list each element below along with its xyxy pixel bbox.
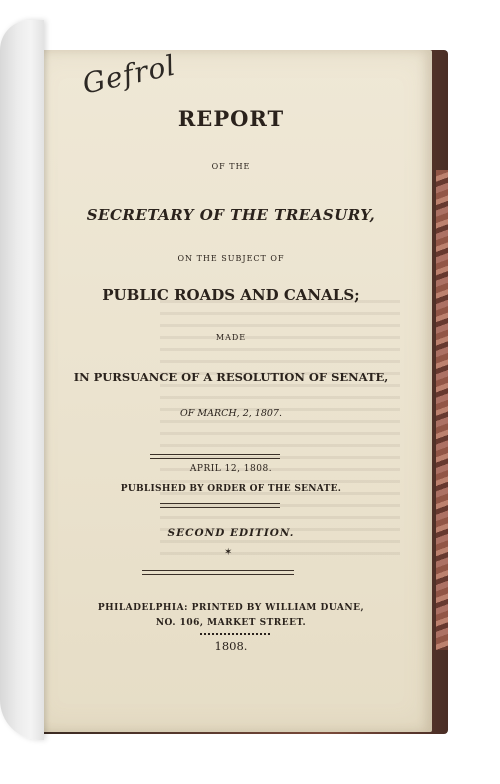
rule-top	[150, 454, 280, 459]
edition-text: SECOND EDITION.	[167, 527, 295, 539]
april-date: APRIL 12, 1808.	[189, 464, 273, 474]
roads-heading: PUBLIC ROADS AND CANALS;	[102, 286, 360, 304]
imprint-line-2: NO. 106, MARKET STREET.	[155, 618, 307, 628]
title-page-text	[30, 50, 432, 732]
dotted-rule	[200, 633, 270, 635]
pursuance-text: IN PURSUANCE OF A RESOLUTION OF SENATE,	[73, 370, 389, 384]
on-subject-text: ON THE SUBJECT OF	[177, 254, 285, 263]
publication-year: 1808.	[214, 639, 248, 653]
rule-bottom	[142, 570, 294, 575]
ornament-star-icon: ✶	[224, 547, 233, 558]
of-the-text: OF THE	[211, 162, 251, 171]
published-text: PUBLISHED BY ORDER OF THE SENATE.	[120, 484, 342, 494]
marbled-edge	[436, 170, 448, 650]
rule-middle	[160, 503, 280, 508]
resolution-date: OF MARCH, 2, 1807.	[179, 408, 282, 419]
report-heading: REPORT	[177, 106, 285, 131]
imprint-line-1: PHILADELPHIA: PRINTED BY WILLIAM DUANE,	[97, 603, 365, 613]
made-text: MADE	[215, 333, 247, 342]
handwritten-signature: Gefrol	[79, 48, 179, 101]
secretary-heading: SECRETARY OF THE TREASURY,	[86, 206, 376, 224]
